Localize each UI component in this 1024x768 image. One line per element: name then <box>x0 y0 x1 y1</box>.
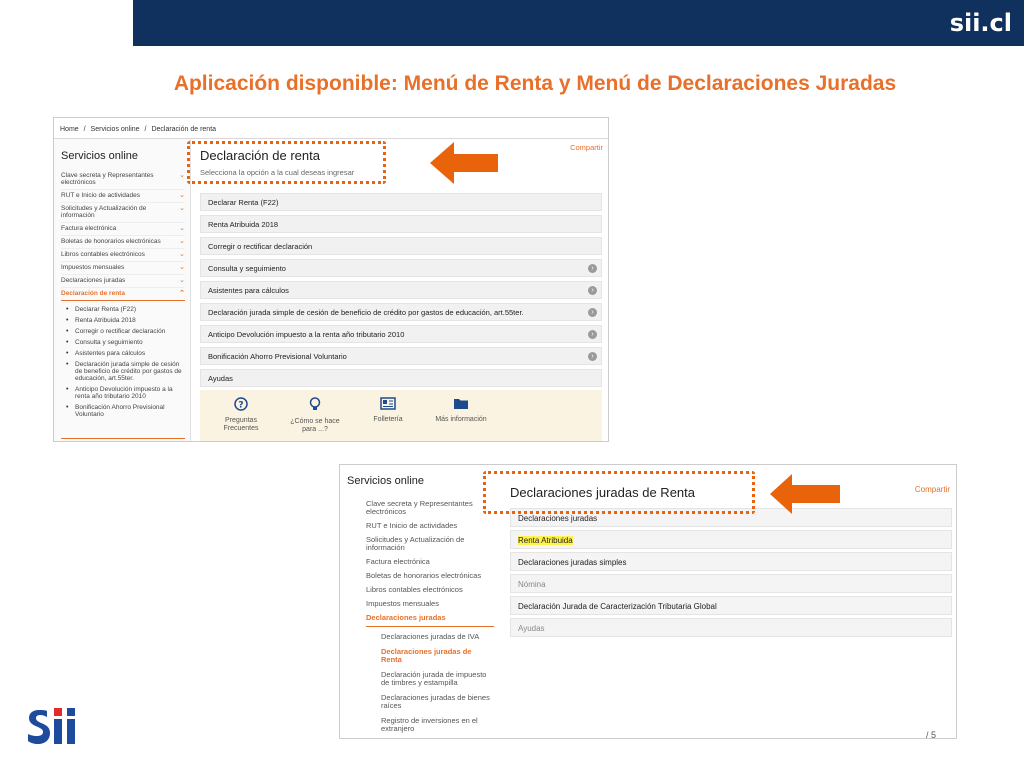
chevron-down-icon: ⌄ <box>179 172 185 179</box>
submenu-item[interactable]: • Asistentes para cálculos <box>66 350 146 357</box>
sidebar-item-solicitudes[interactable]: Solicitudes y Actualización de información <box>366 535 465 552</box>
breadcrumb-separator: / <box>144 126 147 133</box>
slide-title: Aplicación disponible: Menú de Renta y Menú de Declaraciones Juradas <box>173 72 897 95</box>
share-link[interactable]: Compartir <box>914 485 950 494</box>
option-corregir[interactable]: Corregir o rectificar declaración <box>200 237 602 255</box>
options-list <box>510 508 952 640</box>
brochure-icon <box>368 397 408 413</box>
sidebar-item-factura[interactable]: Factura electrónica ⌄ <box>61 223 185 236</box>
option-dj-simples[interactable]: Declaraciones juradas simples <box>510 552 952 571</box>
chevron-up-icon: ⌃ <box>179 290 185 297</box>
submenu-item[interactable]: • Consulta y seguimiento <box>66 339 143 346</box>
option-caracterizacion[interactable]: Declaración Jurada de Caracterización Tributaria Global <box>510 596 952 615</box>
option-renta-atribuida[interactable] <box>510 530 952 549</box>
arrow-left-icon <box>770 474 840 514</box>
breadcrumb-home[interactable]: Home <box>60 126 79 133</box>
highlight-box <box>187 141 386 184</box>
sidebar-item-rut[interactable]: RUT e Inicio de actividades ⌄ <box>61 190 185 203</box>
chevron-down-icon: ⌄ <box>179 205 185 212</box>
option-declarar-renta[interactable]: Declarar Renta (F22) <box>200 193 602 211</box>
divider <box>61 438 185 439</box>
option-nomina[interactable]: Nómina <box>510 574 952 593</box>
chevron-right-icon: › <box>588 330 597 339</box>
submenu-item[interactable]: Declaraciones juradas de IVA <box>381 632 480 641</box>
help-item-como-se-hace[interactable]: ¿Cómo se hace para ...? <box>285 397 345 434</box>
option-consulta[interactable]: Consulta y seguimiento › <box>200 259 602 277</box>
option-dj-simple[interactable]: Declaración jurada simple de cesión de beneficio de crédito por gastos de educación, art.55ter. › <box>200 303 602 321</box>
chevron-right-icon: › <box>588 352 597 361</box>
lightbulb-icon <box>285 397 345 415</box>
chevron-right-icon: › <box>588 264 597 273</box>
options-list <box>200 193 602 391</box>
chevron-down-icon: ⌄ <box>179 225 185 232</box>
help-item-mas-informacion[interactable]: Más información <box>430 397 492 424</box>
sii-logo <box>25 704 83 748</box>
sidebar-menu <box>366 498 494 738</box>
breadcrumb-servicios[interactable]: Servicios online <box>90 126 140 133</box>
sidebar-title: Servicios online <box>347 475 425 487</box>
submenu-item[interactable]: • Bonificación Ahorro Previsional Voluntario <box>66 404 165 418</box>
submenu-item[interactable]: • Renta Atribuida 2018 <box>66 317 136 324</box>
chevron-right-icon: › <box>588 308 597 317</box>
page-title: Declaraciones juradas de Renta <box>510 485 695 500</box>
svg-text:?: ? <box>238 400 244 411</box>
sidebar-item-factura[interactable]: Factura electrónica <box>366 557 430 566</box>
site-logo-strip <box>54 118 608 121</box>
option-ayudas[interactable]: Ayudas <box>200 369 602 387</box>
sidebar-item-declaracion-renta[interactable]: Declaración de renta ⌃ <box>61 288 185 301</box>
folder-icon <box>430 397 492 413</box>
sidebar-item-clave[interactable]: Clave secreta y Representantes electrónicos <box>366 499 473 516</box>
sidebar-item-impuestos[interactable]: Impuestos mensuales <box>366 599 439 608</box>
submenu-item-dj-renta[interactable]: Declaraciones juradas de Renta <box>381 647 472 664</box>
chevron-down-icon: ⌄ <box>179 192 185 199</box>
share-link[interactable]: Compartir <box>570 143 603 152</box>
submenu-item[interactable]: • Corregir o rectificar declaración <box>66 328 166 335</box>
brand-logo-text: sii.cl <box>949 9 1012 37</box>
page-number: / 5 <box>926 730 937 740</box>
sidebar-item-boletas[interactable]: Boletas de honorarios electrónicas <box>366 571 482 580</box>
question-icon <box>220 397 262 414</box>
option-anticipo[interactable]: Anticipo Devolución impuesto a la renta año tributario 2010 › <box>200 325 602 343</box>
submenu-item[interactable]: • Declarar Renta (F22) <box>66 306 137 313</box>
sidebar-item-clave[interactable]: Clave secreta y Representantes electrónicos ⌄ <box>61 170 185 190</box>
chevron-down-icon: ⌄ <box>179 277 185 284</box>
sidebar-item-solicitudes[interactable]: Solicitudes y Actualización de información ⌄ <box>61 203 185 223</box>
help-item-folleteria[interactable]: Folletería <box>368 397 408 424</box>
main-content <box>191 139 608 441</box>
submenu-item[interactable]: • Declaración jurada simple de cesión de beneficio de crédito por gastos de educación, art.55ter. <box>66 361 182 382</box>
highlight-box <box>483 471 755 514</box>
submenu-item[interactable]: Registro de inversiones en el extranjero <box>381 716 478 733</box>
option-asistentes[interactable]: Asistentes para cálculos › <box>200 281 602 299</box>
help-item-preguntas[interactable]: ? Preguntas Frecuentes <box>220 397 262 433</box>
sidebar-submenu <box>381 631 494 738</box>
sidebar-item-impuestos[interactable]: Impuestos mensuales ⌄ <box>61 262 185 275</box>
sidebar-menu <box>61 170 185 421</box>
submenu-item[interactable]: Declaración jurada de impuesto de timbres y estampilla <box>381 670 487 687</box>
option-declaraciones-juradas[interactable]: Declaraciones juradas <box>510 508 952 527</box>
chevron-right-icon: › <box>588 286 597 295</box>
breadcrumb-separator: / <box>83 126 86 133</box>
top-banner <box>133 0 1024 46</box>
sidebar-title: Servicios online <box>61 150 139 162</box>
sidebar-item-declaraciones-juradas[interactable]: Declaraciones juradas ⌄ <box>61 275 185 288</box>
sidebar-item-boletas[interactable]: Boletas de honorarios electrónicas ⌄ <box>61 236 185 249</box>
sidebar-item-libros[interactable]: Libros contables electrónicos <box>366 585 463 594</box>
sidebar-item-rut[interactable]: RUT e Inicio de actividades <box>366 521 458 530</box>
page-subtitle: Selecciona la opción a la cual deseas ingresar <box>200 168 355 177</box>
sidebar-item-libros[interactable]: Libros contables electrónicos ⌄ <box>61 249 185 262</box>
option-bonificacion[interactable]: Bonificación Ahorro Previsional Voluntario › <box>200 347 602 365</box>
breadcrumb-current: Declaración de renta <box>151 126 217 133</box>
chevron-down-icon: ⌄ <box>179 264 185 271</box>
arrow-left-icon <box>430 142 498 184</box>
submenu-item[interactable]: • Anticipo Devolución impuesto a la renta año tributario 2010 <box>66 386 173 400</box>
option-ayudas[interactable]: Ayudas <box>510 618 952 637</box>
breadcrumb <box>60 126 219 133</box>
help-panel <box>200 390 602 441</box>
chevron-down-icon: ⌄ <box>179 251 185 258</box>
sidebar-submenu <box>61 305 185 421</box>
highlighted-text: Renta Atribuida <box>518 536 573 545</box>
page-title: Declaración de renta <box>200 148 320 163</box>
option-renta-atribuida[interactable]: Renta Atribuida 2018 <box>200 215 602 233</box>
sidebar <box>54 139 191 441</box>
sidebar-item-declaraciones-juradas[interactable]: Declaraciones juradas <box>366 612 494 627</box>
sidebar <box>340 465 496 738</box>
chevron-down-icon: ⌄ <box>179 238 185 245</box>
submenu-item[interactable]: Declaraciones juradas de bienes raíces <box>381 693 490 710</box>
